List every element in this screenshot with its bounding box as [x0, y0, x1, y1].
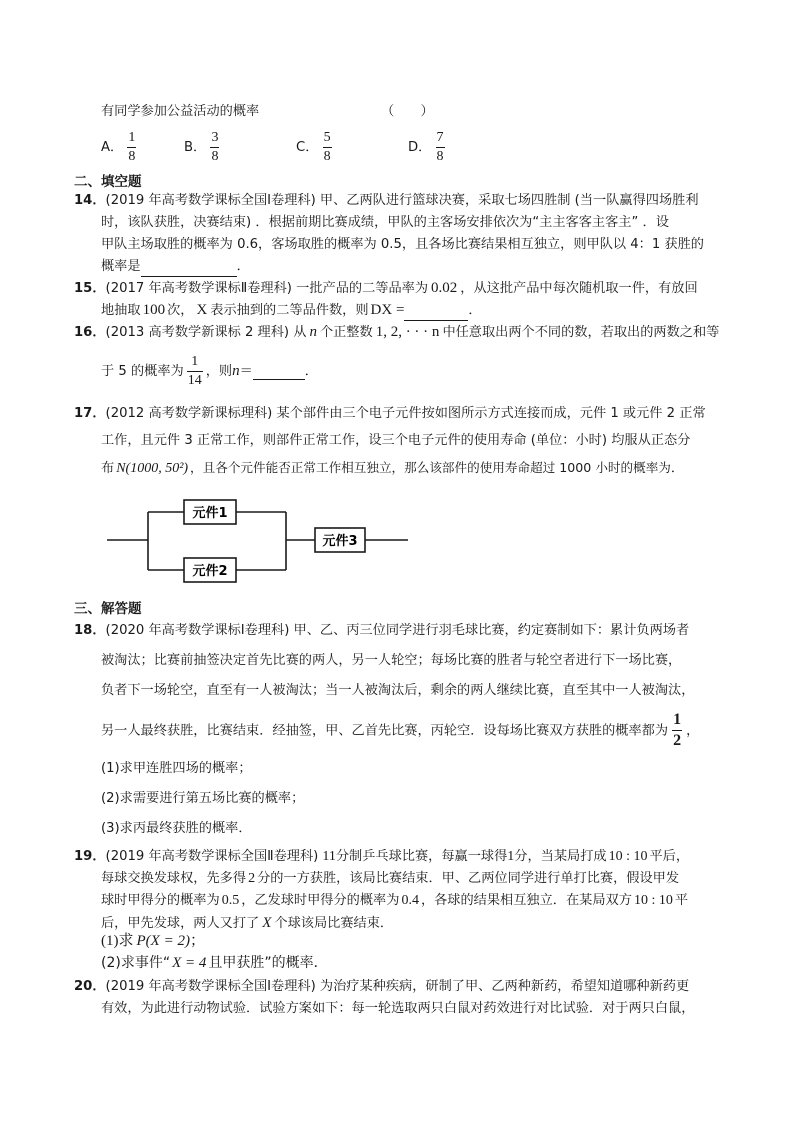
- q17-line-2: 工作，且元件 3 正常工作，则部件正常工作，设三个电子元件的使用寿命 (单位：小时) 均服从正态分: [101, 433, 691, 448]
- answer-blank: [253, 365, 305, 380]
- q19-value: 10 : 10: [633, 893, 673, 908]
- q15-value-rate: 0.02: [431, 280, 458, 296]
- q16-eq: ＝: [239, 364, 253, 379]
- q15-line-1: [74, 279, 698, 298]
- q19-text: 平: [674, 893, 689, 908]
- question-number: 20．: [74, 979, 106, 994]
- q17-end: ．: [670, 461, 685, 476]
- q19-part-1: [101, 928, 205, 952]
- q16-set: 1, 2, · · · n: [375, 324, 440, 340]
- q19-line-1: [74, 848, 689, 866]
- q17-text-3b: ，且各个元件能否正常工作相互独立，那么该部件的使用寿命超过 1000 小时的概率为: [190, 460, 671, 475]
- q19-value: 0.5: [221, 893, 240, 908]
- q19-expression: P(X = 2): [136, 933, 190, 949]
- q16-text-2a: 于 5 的概率为: [101, 364, 184, 379]
- q19-text: 每球交换发球权，先多得: [101, 871, 247, 886]
- q18-end: ，: [686, 723, 700, 739]
- q16-text-1c: 中任意取出两个不同的数，若取出的两数之和等: [442, 325, 720, 340]
- component-1-box: [184, 500, 236, 524]
- q13-tail-text: 有同学参加公益活动的概率: [101, 104, 260, 119]
- q14-line-3: 甲队主场取胜的概率为 0.6，客场取胜的概率为 0.5，且各场比赛结果相互独立，则甲队以 4：1 获胜的: [101, 237, 704, 252]
- q19-text: (2019 年高考数学课标全国Ⅱ卷理科): [105, 849, 319, 864]
- q15-text-1a: (2017 年高考数学课标Ⅱ卷理科) 一批产品的二等品率为: [105, 281, 429, 296]
- q19-text: 后，甲先发球，两人又打了: [101, 916, 260, 931]
- q19-value: 11: [322, 849, 336, 864]
- q15-line-2: [101, 301, 482, 321]
- q19-line-2: [101, 870, 679, 888]
- question-number: 18．: [74, 623, 106, 638]
- q13-tail: [101, 103, 434, 121]
- q13-paren: （ ）: [381, 104, 434, 119]
- q18-line-3: 负者下一场轮空，直至有一人被淘汰；当一人被淘汰后，剩余的两人继续比赛，直至其中一人被淘汰，: [101, 683, 695, 698]
- circuit-diagram: [0, 490, 794, 590]
- q19-text: ，乙发球时甲得分的概率为: [241, 893, 400, 908]
- q15-text-2c: 表示抽到的二等品件数，则: [210, 303, 369, 318]
- q18-line-2: 被淘汰；比赛前抽签决定首先比赛的两人，另一人轮空；每场比赛的胜者与轮空者进行下一场比赛，: [101, 653, 682, 668]
- q15-value-count: 100: [142, 302, 166, 318]
- answer-blank: [141, 258, 237, 277]
- option-letter: D．: [408, 140, 432, 155]
- q14-line-4: [101, 258, 250, 277]
- section-heading-fill-in: 二、填空题: [74, 174, 142, 190]
- section-heading-solutions: 三、解答题: [74, 601, 142, 617]
- q19-text: ，各球的结果相互独立．在某局双方: [420, 893, 632, 908]
- q18-part-2: (2)求需要进行第五场比赛的概率；: [101, 791, 305, 806]
- q19-part-2: [101, 951, 328, 975]
- q20-text-1: (2019 年高考数学课标全国Ⅰ卷理科) 为治疗某种疾病，研制了甲、乙两种新药，希望知道哪种新药更: [105, 979, 690, 994]
- q19-text: 分的一方获胜，该局比赛结束．甲、乙两位同学进行单打比赛，假设甲发: [257, 871, 680, 886]
- q16-line-1: [74, 323, 719, 342]
- q14-text-4: 概率是: [101, 259, 141, 274]
- q18-line-1: [74, 622, 689, 640]
- question-number: 14．: [74, 193, 106, 208]
- option-letter: C．: [296, 140, 319, 155]
- component-3-label: 元件3: [322, 534, 358, 549]
- q20-line-2: 有效，为此进行动物试验．试验方案如下：每一轮选取两只白鼠对药效进行对比试验．对于两只白鼠，: [101, 1001, 695, 1016]
- component-1-label: 元件1: [192, 506, 228, 521]
- q15-text-1b: ，从这批产品中每次随机取一件，有放回: [460, 281, 698, 296]
- q18-part-1: (1)求甲连胜四场的概率；: [101, 761, 252, 776]
- q14-line-2: 时，该队获胜，决赛结束) ．根据前期比赛成绩，甲队的主客场安排依次为“主主客客主客主” ．设: [101, 215, 669, 230]
- q19-text: 个球该局比赛结束．: [274, 916, 394, 931]
- q19-value: 0.4: [401, 893, 419, 908]
- q18-line-4: [101, 712, 699, 750]
- q17-line-1: [74, 405, 706, 423]
- q18-fraction: $\frac{1}{2}$: [673, 711, 682, 749]
- q19-expression: X = 4: [172, 955, 207, 971]
- q14-end: ．: [236, 259, 250, 274]
- q16-end: ．: [304, 364, 318, 379]
- q19-value: 1: [507, 849, 515, 864]
- q19-text: 且甲获胜”的概率．: [208, 955, 328, 971]
- q16-var-n-2: n: [232, 363, 240, 379]
- option-letter: B．: [184, 140, 207, 155]
- option-fraction: $\frac{3}{8}$: [211, 129, 219, 164]
- q16-line-2: [101, 352, 318, 390]
- component-2-label: 元件2: [192, 564, 228, 579]
- q19-value: 10 : 10: [608, 849, 648, 864]
- component-2-box: [184, 558, 236, 582]
- q14-line-1: [74, 192, 699, 210]
- q19-text: 球时甲得分的概率为: [101, 893, 220, 908]
- question-number: 17．: [74, 406, 106, 421]
- q16-text-1a: (2013 高考数学新课标 2 理科) 从: [105, 325, 307, 340]
- q17-text-3a: 布: [101, 461, 115, 476]
- q16-text-2b: ，则: [205, 364, 233, 379]
- q19-part-label: (2)求事件“: [101, 955, 171, 971]
- q19-text: 分，当某局打成: [514, 849, 607, 864]
- q19-text: 平后，: [649, 849, 690, 864]
- q18-text-4: 另一人最终获胜，比赛结束．经抽签，甲、乙首先比赛，丙轮空．设每场比赛双方获胜的概率都为: [101, 723, 669, 739]
- q16-var-n: n: [309, 324, 317, 340]
- q18-part-3: (3)求丙最终获胜的概率．: [101, 821, 252, 836]
- option-fraction: $\frac{7}{8}$: [436, 129, 444, 164]
- q15-end: ．: [468, 303, 482, 318]
- component-3-box: [315, 528, 365, 552]
- q17-text-1: (2012 高考数学新课标理科) 某个部件由三个电子元件按如图所示方式连接而成，元件 1 或元件 2 正常: [105, 406, 706, 421]
- q20-line-1: [74, 978, 689, 996]
- q15-value-dx: DX =: [370, 302, 405, 318]
- question-number: 15．: [74, 281, 106, 296]
- q19-part-label: (1)求: [101, 933, 134, 949]
- q17-distribution: N(1000, 50²): [116, 461, 189, 476]
- option-fraction: $\frac{1}{8}$: [128, 129, 136, 164]
- q13-option-c: [296, 129, 332, 167]
- q19-value: 2: [248, 871, 256, 886]
- q19-line-3: [101, 892, 688, 910]
- q15-value-x: X: [196, 302, 208, 318]
- q15-text-2b: 次，: [167, 303, 194, 318]
- q19-text: ；: [189, 931, 205, 949]
- q16-fraction: $\frac{1}{14}$: [187, 353, 202, 388]
- q16-text-1b: 个正整数: [319, 325, 373, 340]
- option-letter: A．: [101, 140, 124, 155]
- q18-text-1: (2020 年高考数学课标Ⅰ卷理科) 甲、乙、丙三位同学进行羽毛球比赛，约定赛制如下：累计负两场者: [105, 623, 690, 638]
- q17-line-3: [101, 459, 684, 478]
- q19-var-x: X: [262, 915, 272, 931]
- option-fraction: $\frac{5}{8}$: [323, 129, 331, 164]
- answer-blank: [404, 302, 468, 321]
- q13-option-a: [101, 129, 136, 167]
- q15-text-2a: 地抽取: [101, 303, 141, 318]
- q13-option-b: [184, 129, 219, 167]
- q19-text: 分制乒乓球比赛，每赢一球得: [335, 849, 508, 864]
- q13-option-d: [408, 129, 445, 167]
- q14-text-1: (2019 年高考数学课标全国Ⅰ卷理科) 甲、乙两队进行篮球决赛，采取七场四胜制 (当一队赢得四场胜利: [105, 193, 699, 208]
- question-number: 19．: [74, 849, 106, 864]
- question-number: 16．: [74, 325, 106, 340]
